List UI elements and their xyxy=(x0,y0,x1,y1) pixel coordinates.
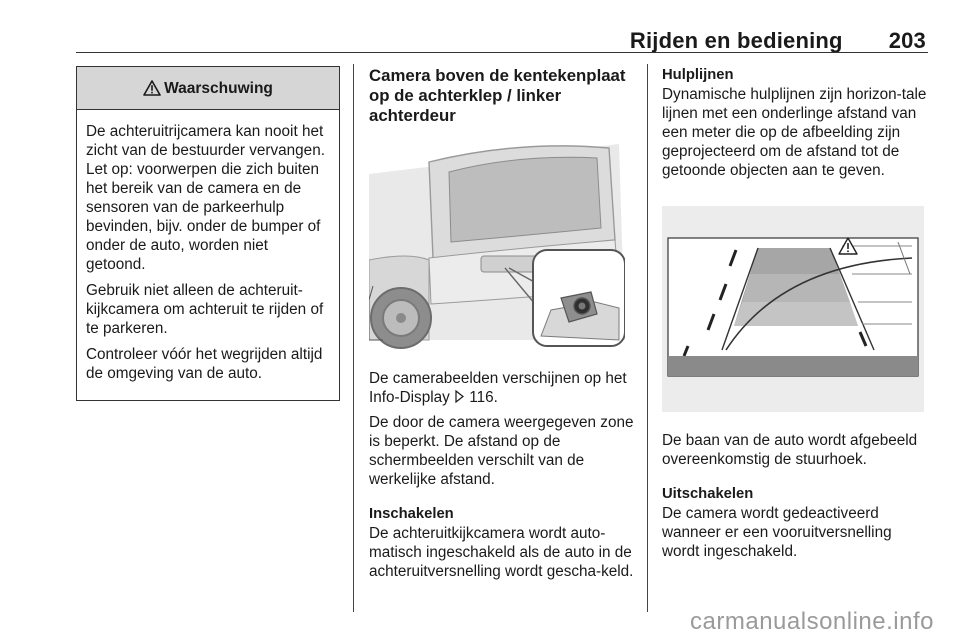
inschakelen-text: De achteruitkijkcamera wordt auto-matisch ingeschakeld als de auto in de achteruitversnelling wordt gescha-keld. xyxy=(369,525,634,580)
hulplijnen-text: Dynamische hulplijnen zijn horizon-tale lijnen met een onderlinge afstand van een meter die op de afbeelding zijn geprojecteerd om de afstand tot de getoonde objecten aan te geven. xyxy=(662,86,927,179)
warning-header xyxy=(77,67,339,110)
page-reference-icon xyxy=(454,390,465,403)
camera-display-text: De camerabeelden verschijnen op het Info-Display 116. xyxy=(369,370,627,406)
column-left xyxy=(76,66,340,401)
page-number: 203 xyxy=(888,28,926,53)
page-header xyxy=(630,28,926,54)
guide-lines-illustration xyxy=(662,206,924,412)
column-divider xyxy=(353,64,354,612)
baan-text: De baan van de auto wordt afgebeeld overeenkomstig de stuurhoek. xyxy=(662,432,918,468)
column-middle xyxy=(369,66,637,587)
warning-icon xyxy=(143,80,161,96)
warning-body xyxy=(77,110,339,400)
inschakelen-title: Inschakelen xyxy=(369,506,454,522)
section-title: Camera boven de kentekenplaat op de achterklep / linker achterdeur xyxy=(369,66,626,125)
rear-camera-illustration xyxy=(369,140,625,350)
camera-zone-text: De door de camera weergegeven zone is beperkt. De afstand op de schermbeelden verschilt van de werkelijke afstand. xyxy=(369,414,634,488)
hulplijnen-title: Hulplijnen xyxy=(662,67,734,83)
column-right xyxy=(662,66,928,567)
watermark: carmanualsonline.info xyxy=(690,608,934,635)
warning-paragraph: De achteruitrijcamera kan nooit het zicht van de bestuurder vervangen. Let op: voorwerpen die zich buiten het bereik van de camera en de sensoren van de parkeerhulp bevinden, bijv. onder de bumper of onder de auto, worden niet getoond. xyxy=(86,123,325,273)
uitschakelen-text: De camera wordt gedeactiveerd wanneer er een vooruitversnelling wordt ingeschakeld. xyxy=(662,505,892,560)
column-divider xyxy=(647,64,648,612)
header-rule xyxy=(76,52,928,53)
page-reference-number: 116. xyxy=(469,389,498,406)
warning-paragraph: Controleer vóór het wegrijden altijd de omgeving van de auto. xyxy=(86,346,323,382)
warning-box xyxy=(76,66,340,401)
warning-title: Waarschuwing xyxy=(164,79,273,97)
uitschakelen-title: Uitschakelen xyxy=(662,486,754,502)
page-title: Rijden en bediening xyxy=(629,28,843,53)
warning-paragraph: Gebruik niet alleen de achteruit-kijkcamera om achteruit te rijden of te parkeren. xyxy=(86,282,324,337)
